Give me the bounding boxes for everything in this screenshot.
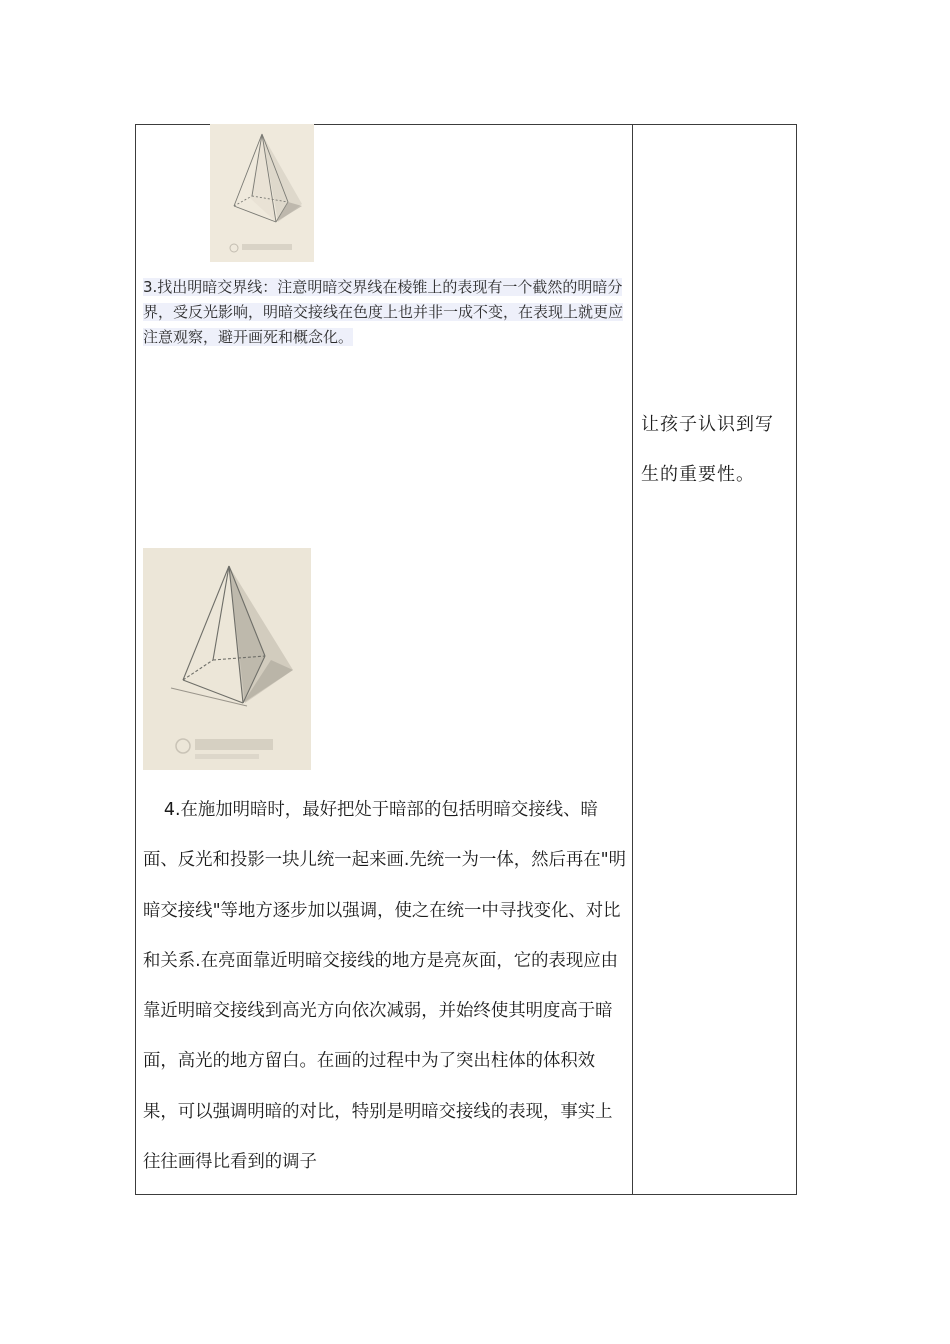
pyramid-sketch-drawing-2 (143, 548, 311, 770)
pyramid-sketch-drawing-1 (210, 124, 314, 262)
pyramid-sketch-image-2 (143, 548, 311, 770)
teaching-goal-note: 让孩子认识到写生的重要性。 (641, 414, 774, 485)
step-3-paragraph (143, 275, 629, 350)
step-4-paragraph: 4.在施加明暗时，最好把处于暗部的包括明暗交接线、暗面、反光和投影一块儿统一起来画.先统一为一体，然后再在"明暗交接线"等地方逐步加以强调，使之在统一中寻找变化、对比和关系.在亮面靠近明暗交接线的地方是亮灰面，它的表现应由靠近明暗交接线到高光方向依次减弱，并始终使其明度高于暗面，高光的地方留白。在画的过程中为了突出柱体的体积效果，可以强调明暗的对比，特别是明暗交接线的表现，事实上往往画得比看到的调子 (143, 800, 627, 1173)
pyramid-sketch-image-1 (210, 124, 314, 262)
column-divider (632, 124, 633, 1195)
step-3-text: 3.找出明暗交界线：注意明暗交界线在棱锥上的表现有一个截然的明暗分界，受反光影响，明暗交接线在色度上也并非一成不变，在表现上就更应注意观察，避开画死和概念化。 (143, 278, 624, 346)
